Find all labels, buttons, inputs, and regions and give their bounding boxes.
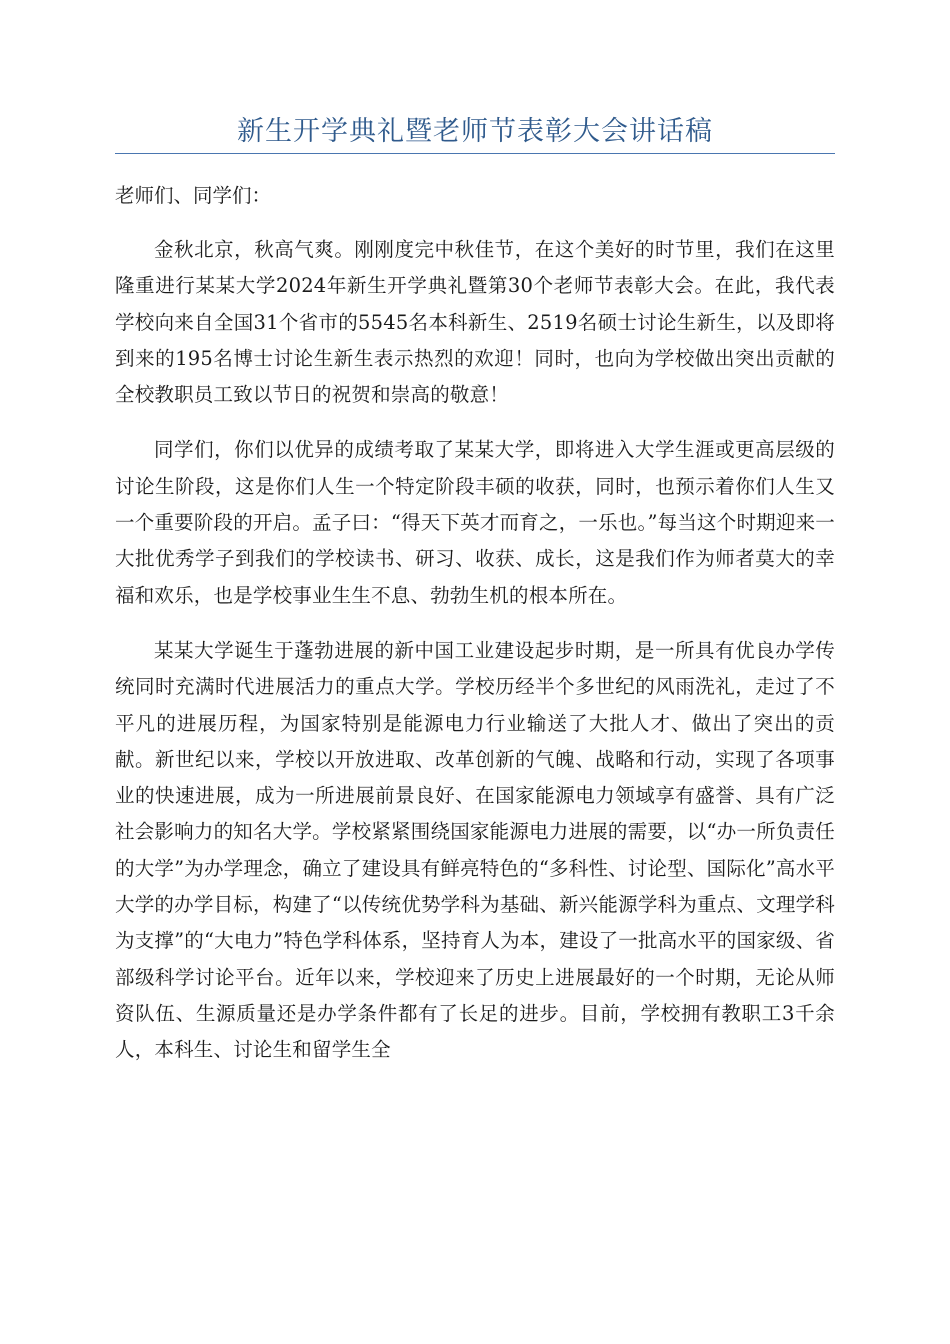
document-title: 新生开学典礼暨老师节表彰大会讲话稿 [237, 116, 713, 147]
salutation: 老师们、同学们： [115, 184, 272, 207]
paragraph-university-history: 某某大学诞生于蓬勃进展的新中国工业建设起步时期，是一所具有优良办学传统同时充满时代进展活力的重点大学。学校历经半个多世纪的风雨洗礼，走过了不平凡的进展历程，为国家特别是能源电力行业输送了大批人才、做出了突出的贡献。新世纪以来，学校以开放进取、改革创新的气魄、战略和行动，实现了各项事业的快速进展，成为一所进展前景良好、在国家能源电力领域享有盛誉、具有广泛社会影响力的知名大学。学校紧紧围绕国家能源电力进展的需要，以“办一所负责任的大学”为办学理念，确立了建设具有鲜亮特色的“多科性、讨论型、国际化”高水平大学的办学目标，构建了“以传统优势学科为基础、新兴能源学科为重点、文理学科为支撑”的“大电力”特色学科体系，坚持育人为本，建设了一批高水平的国家级、省部级科学讨论平台。近年以来，学校迎来了历史上进展最好的一个时期，无论从师资队伍、生源质量还是办学条件都有了长足的进步。目前，学校拥有教职工3千余人，本科生、讨论生和留学生全 [115, 638, 836, 1062]
paragraph-welcome: 金秋北京，秋高气爽。刚刚度完中秋佳节，在这个美好的时节里，我们在这里隆重进行某某大学2024年新生开学典礼暨第30个老师节表彰大会。在此，我代表学校向来自全国31个省市的5545名本科新生、2519名硕士讨论生新生，以及即将到来的195名博士讨论生新生表示热烈的欢迎！同时，也向为学校做出突出贡献的全校教职员工致以节日的祝贺和崇高的敬意！ [115, 238, 835, 407]
body-text [115, 232, 835, 1088]
title-underline [115, 153, 835, 154]
paragraph-students: 同学们，你们以优异的成绩考取了某某大学，即将进入大学生涯或更高层级的讨论生阶段，这是你们人生一个特定阶段丰硕的收获，同时，也预示着你们人生又一个重要阶段的开启。孟子曰：“得天下英才而育之，一乐也。”每当这个时期迎来一大批优秀学子到我们的学校读书、研习、收获、成长，这是我们作为师者莫大的幸福和欢乐，也是学校事业生生不息、勃勃生机的根本所在。 [115, 438, 835, 607]
